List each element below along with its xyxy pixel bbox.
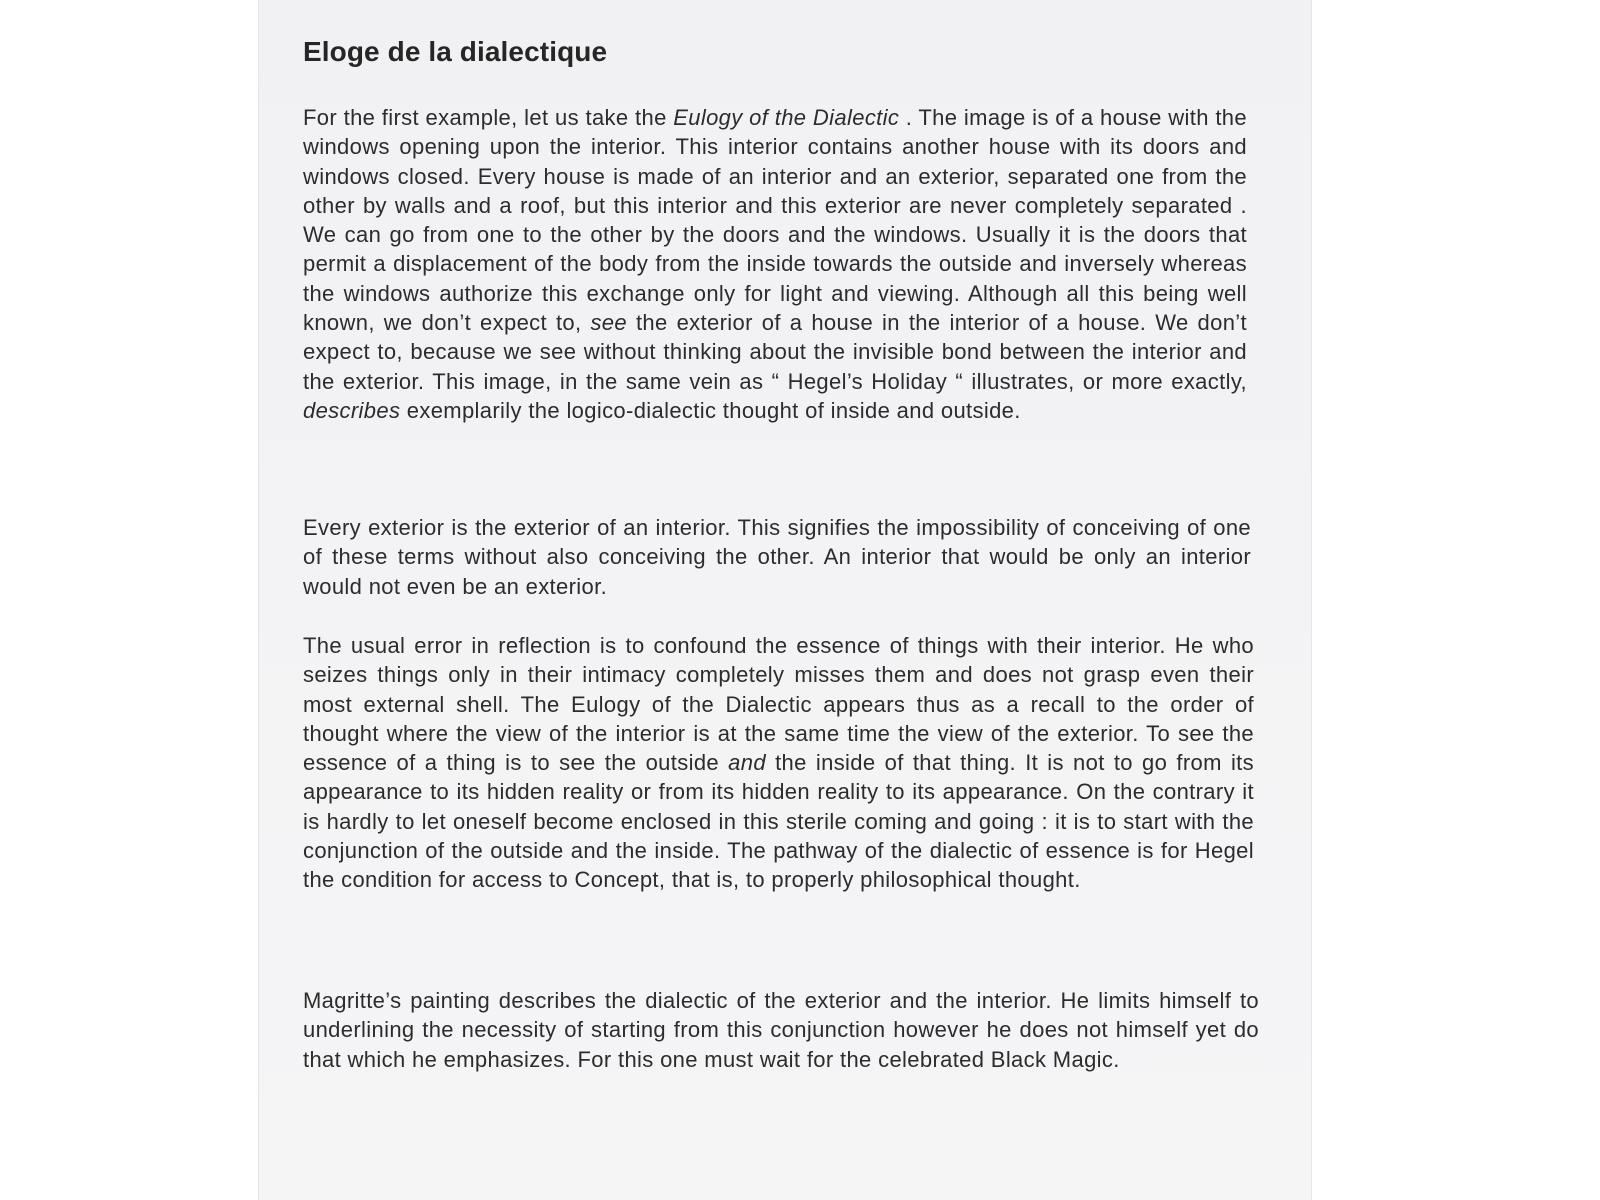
emphasis-see: see xyxy=(590,310,627,336)
paragraph-4-text: Magritte’s painting describes the dialectic of the exterior and the interior. He limits himself to underlining the necessity of starting from this conjunction however he does not himself yet do that which he emphasizes. For this one must wait for the celebrated Black Magic. xyxy=(303,988,1259,1072)
paragraph-2-text: Every exterior is the exterior of an interior. This signifies the impossibility of conceiving of one of these terms without also conceiving the other. An interior that would be only an interior would not even be an exterior. xyxy=(303,515,1251,599)
emphasis-and: and xyxy=(728,750,766,776)
document-title: Eloge de la dialectique xyxy=(303,36,608,67)
paragraph-3-text: The usual error in reflection is to confound the essence of things with their interior. He who seizes things only in their intimacy completely misses them and does not grasp even their most external shell. The Eulogy of the Dialectic appears thus as a recall to the order of thought where the view of the interior is at the same time the view of the exterior. To see the essence of a thing is to see the outside xyxy=(303,633,1254,776)
paragraph-2 xyxy=(303,513,1251,601)
paragraph-3 xyxy=(303,631,1254,895)
paragraph-1-text: exemplarily the logico-dialectic thought of inside and outside. xyxy=(400,397,1021,423)
paragraph-1 xyxy=(303,103,1247,425)
paragraph-1-text: the exterior of a house in the interior of a house. We don’t expect to, because we see without thinking about the invisible bond between the interior and the exterior. This image, in the same vein as “ Hegel’s Holiday “ illustrates, or more exactly, xyxy=(303,310,1247,394)
paragraph-4 xyxy=(303,986,1259,1074)
paragraph-3-text: the inside of that thing. It is not to go from its appearance to its hidden reality or from its hidden reality to its appearance. On the contrary it is hardly to let oneself become enclosed in this sterile coming and going : it is to start with the conjunction of the outside and the inside. The pathway of the dialectic of essence is for Hegel the condition for access to Concept, that is, to properly philosophical thought. xyxy=(303,750,1254,893)
emphasis-describes: describes xyxy=(303,397,401,423)
artwork-title-italic: Eulogy of the Dialectic xyxy=(673,105,900,130)
paragraph-1-text: . The image is of a house with the windows opening upon the interior. This interior contains another house with its doors and windows closed. Every house is made of an interior and an exterior, separated one from the other by walls and a roof, but this interior and this exterior are never completely separated . We can go from one to the other by the doors and the windows. Usually it is the doors that permit a displacement of the body from the inside towards the outside and inversely whereas the windows authorize this exchange only for light and viewing. Although all this being well known, we don’t expect to, xyxy=(303,105,1247,336)
paragraph-1-text: For the first example, let us take the xyxy=(303,105,674,130)
